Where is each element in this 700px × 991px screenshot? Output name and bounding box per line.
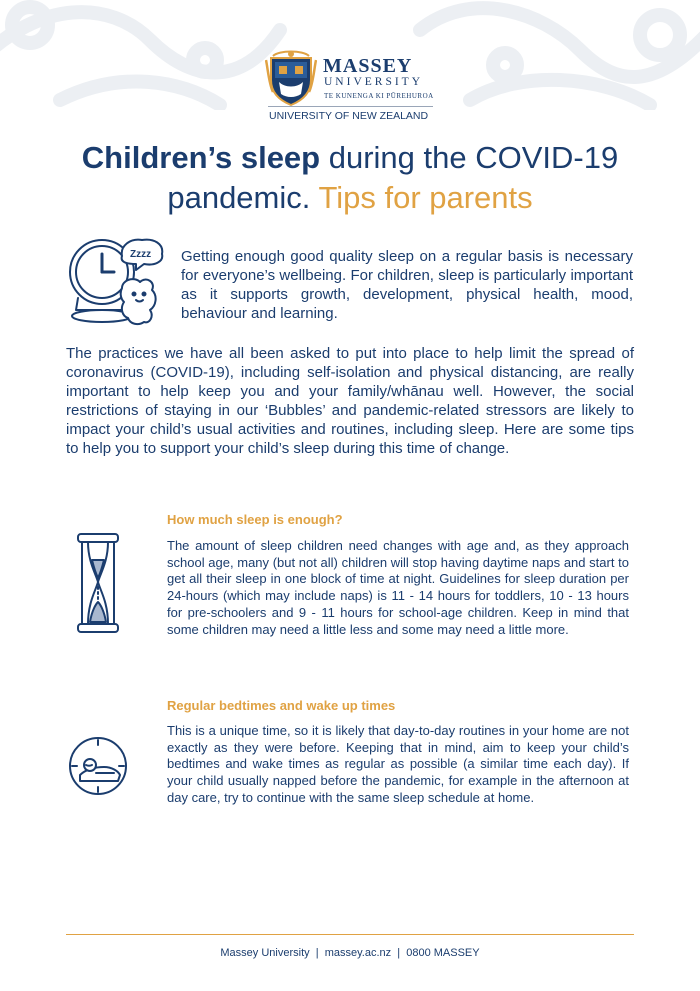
section-text-sleep-amount: The amount of sleep children need changes with age and, as they approach school age, many (but not all) children will stop having daytime naps and start to get all their sleep in one block of time at night. Guidelines for sleep duration per 24-hours (which may include naps) is 11 - 14 hours for toddlers, 10 - 13 hours for pre-schoolers and 9 - 11 hours for school-age children. Keep in mind that some children may need a little less and some may need a little more. <box>167 538 629 637</box>
zzz-label: Zzzz <box>130 249 152 260</box>
section-heading-regular-bedtimes: Regular bedtimes and wake up times <box>167 698 396 713</box>
logo-maori-name: TE KUNENGA KI PŪREHUROA <box>324 92 434 100</box>
title-accent: Tips for parents <box>318 180 533 215</box>
footer-divider <box>66 934 634 935</box>
section-heading-sleep-amount: How much sleep is enough? <box>167 512 343 527</box>
footer-contact: Massey University | massey.ac.nz | 0800 MASSEY <box>220 947 480 959</box>
body-paragraph: The practices we have all been asked to put into place to help limit the spread of coronavirus (COVID-19), including self-isolation and physical distancing, are really important to help keep you and your family/whānau well. However, the social restrictions of staying in our ‘Bubbles’ and pandemic-related stressors are likely to impact your child’s usual activities and routines, including sleep. Here are some tips to help you to support your child’s sleep during this time of change. <box>66 345 634 457</box>
logo-divider <box>268 106 433 107</box>
logo-tagline: UNIVERSITY OF NEW ZEALAND <box>269 110 429 122</box>
crest-icon <box>265 50 317 106</box>
title-bold: Children’s sleep <box>81 140 321 175</box>
sleeping-child-clock-icon <box>66 735 130 797</box>
section-text-regular-bedtimes: This is a unique time, so it is likely that day-to-day routines in your home are not exactly as they were before. Keeping that in mind, aim to keep your child’s bedtimes and wake times as regular as possible (a similar time each day). If your child usually napped before the pandemic, for example in the afternoon at day care, try to continue with the same sleep schedule at home. <box>167 723 629 805</box>
intro-paragraph: Getting enough good quality sleep on a regular basis is necessary for everyone’s wellbeing. For children, sleep is particularly important as it supports growth, development, physical health, mood, behaviour and learning. <box>181 248 633 322</box>
clock-teddy-bear-icon <box>64 236 172 332</box>
hourglass-icon <box>74 532 122 634</box>
logo-name: MASSEY <box>323 55 413 77</box>
massey-logo[interactable] <box>265 50 440 125</box>
title-normal: during the COVID-19 pandemic. <box>167 140 619 215</box>
page-title <box>40 138 660 218</box>
logo-university: UNIVERSITY <box>324 76 423 88</box>
